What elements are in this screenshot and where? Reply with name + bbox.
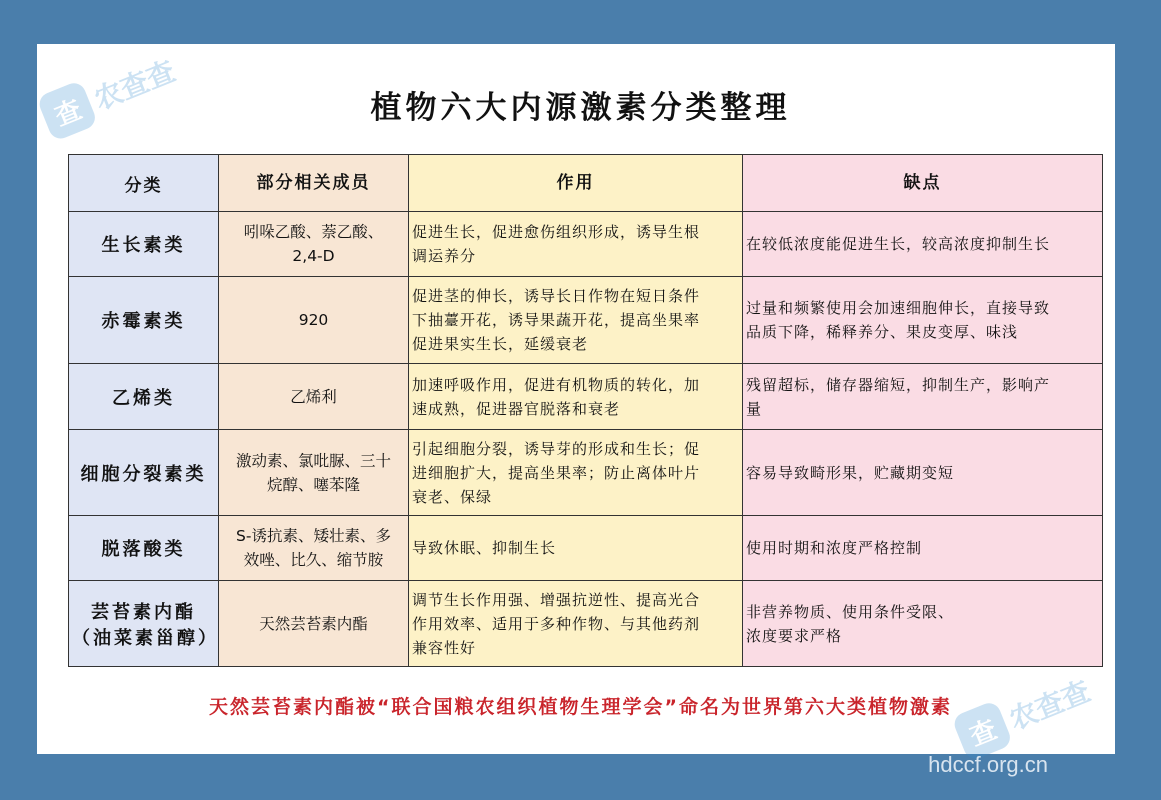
category-cell-line: 脱落酸类 (101, 539, 186, 560)
drawback-cell-line: 使用时期和浓度严格控制 (746, 539, 923, 557)
members-cell-line: S-诱抗素、矮壮素、多 (236, 527, 391, 545)
members-cell (219, 364, 409, 430)
effect-cell-line: 促进茎的伸长，诱导长日作物在短日条件 (412, 287, 701, 305)
effect-cell-line: 引起细胞分裂，诱导芽的形成和生长；促 (412, 439, 701, 458)
table-header-row (69, 155, 1103, 212)
effect-cell-line: 调节生长作用强、增强抗逆性、提高光合 (412, 590, 701, 609)
drawback-cell (743, 516, 1103, 581)
category-cell (69, 430, 219, 516)
category-cell (69, 516, 219, 581)
header-members: 部分相关成员 (219, 155, 409, 212)
drawback-cell (743, 364, 1103, 430)
table-row (69, 212, 1103, 277)
hormone-table (68, 154, 1103, 667)
app-logo-icon: 查 (36, 80, 98, 142)
header-category: 分类 (69, 155, 219, 212)
drawback-cell-line: 容易导致畸形果，贮藏期变短 (746, 463, 955, 482)
drawback-cell-line: 残留超标，储存器缩短，抑制生产，影响产 (746, 375, 1051, 394)
drawback-cell-line: 在较低浓度能促进生长，较高浓度抑制生长 (746, 235, 1051, 253)
effect-cell-line: 衰老、保绿 (412, 487, 493, 506)
effect-cell (409, 364, 743, 430)
effect-cell (409, 212, 743, 277)
members-cell (219, 430, 409, 516)
members-cell (219, 516, 409, 581)
category-cell-line: 芸苔素内酯 (91, 601, 196, 623)
header-effect: 作用 (409, 155, 743, 212)
footer-note: 天然芸苔素内酯被“联合国粮农组织植物生理学会”命名为世界第六大类植物激素 (209, 696, 952, 718)
effect-cell-line: 作用效率、适用于多种作物、与其他药剂 (412, 614, 701, 633)
effect-cell-line: 进细胞扩大，提高坐果率；防止离体叶片 (412, 463, 701, 482)
drawback-cell-line: 过量和频繁使用会加速细胞伸长，直接导致 (746, 299, 1051, 317)
header-drawback: 缺点 (743, 155, 1103, 212)
members-cell (219, 581, 409, 667)
table-row (69, 430, 1103, 516)
effect-cell-line: 调运养分 (412, 247, 477, 265)
members-cell-line: 烷醇、噻苯隆 (266, 475, 360, 494)
effect-cell-line: 速成熟，促进器官脱落和衰老 (412, 399, 621, 418)
category-cell (69, 277, 219, 364)
category-cell (69, 364, 219, 430)
effect-cell-line: 下抽薹开花，诱导果蔬开花，提高坐果率 (412, 311, 701, 329)
watermark-text: 农查查 (89, 54, 180, 117)
source-url: hdccf.org.cn (928, 752, 1048, 777)
table-row (69, 364, 1103, 430)
effect-cell-line: 加速呼吸作用，促进有机物质的转化，加 (412, 375, 701, 394)
drawback-cell-line: 量 (746, 399, 763, 418)
drawback-cell-line: 浓度要求严格 (746, 626, 843, 645)
drawback-cell-line: 非营养物质、使用条件受限、 (746, 602, 955, 621)
category-cell-line: 生长素类 (101, 235, 186, 256)
category-cell-line: （油菜素甾醇） (72, 627, 219, 649)
members-cell (219, 277, 409, 364)
members-cell-line: 吲哚乙酸、萘乙酸、 (243, 223, 384, 241)
members-cell-line: 天然芸苔素内酯 (259, 614, 368, 633)
category-cell-line: 乙烯类 (112, 387, 175, 409)
category-cell (69, 212, 219, 277)
effect-cell (409, 581, 743, 667)
table-row (69, 277, 1103, 364)
table-row (69, 581, 1103, 667)
members-cell-line: 920 (298, 311, 329, 329)
members-cell-line: 激动素、氯吡脲、三十 (235, 451, 391, 470)
effect-cell-line: 促进生长，促进愈伤组织形成，诱导生根 (412, 223, 701, 241)
category-cell-line: 细胞分裂素类 (80, 463, 207, 485)
effect-cell (409, 516, 743, 581)
effect-cell-line: 导致休眠、抑制生长 (412, 539, 557, 557)
drawback-cell (743, 277, 1103, 364)
watermark-text: 农查查 (1004, 674, 1095, 737)
drawback-cell (743, 581, 1103, 667)
category-cell-line: 赤霉素类 (101, 311, 186, 332)
members-cell (219, 212, 409, 277)
drawback-cell (743, 430, 1103, 516)
category-cell (69, 581, 219, 667)
page-title: 植物六大内源激素分类整理 (370, 90, 791, 126)
app-logo-icon: 查 (951, 700, 1013, 762)
effect-cell-line: 促进果实生长，延缓衰老 (412, 335, 589, 353)
effect-cell (409, 277, 743, 364)
drawback-cell (743, 212, 1103, 277)
members-cell-line: 效唑、比久、缩节胺 (243, 551, 384, 569)
effect-cell-line: 兼容性好 (412, 638, 477, 657)
members-cell-line: 乙烯利 (290, 387, 337, 406)
members-cell-line: 2,4-D (292, 247, 335, 265)
effect-cell (409, 430, 743, 516)
drawback-cell-line: 品质下降，稀释养分、果皮变厚、味浅 (746, 323, 1019, 341)
table-row (69, 516, 1103, 581)
